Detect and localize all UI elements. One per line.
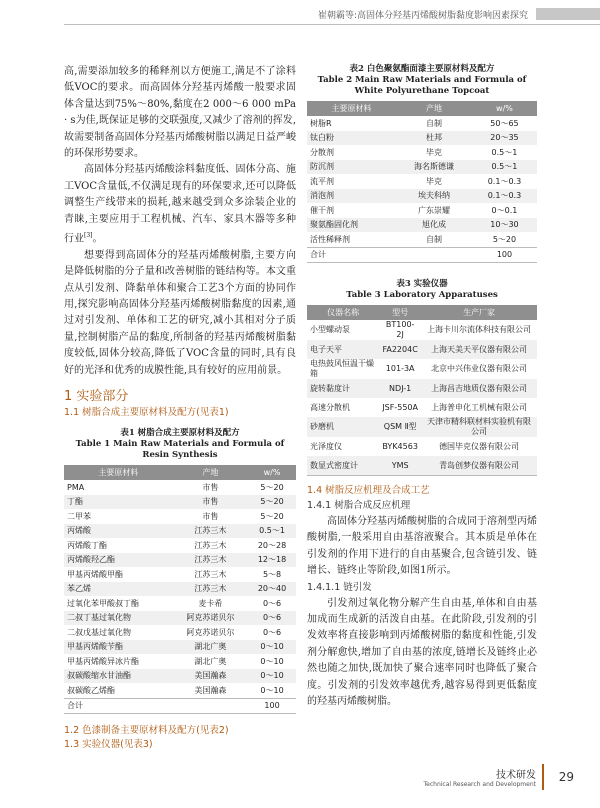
- table1-caption-cn: 表1 树脂合成主要原材料及配方: [120, 428, 240, 439]
- table-cell: [173, 698, 248, 714]
- paragraph-5: 引发剂过氧化物分解产生自由基,单体和自由基加成而生成新的活泼自由基。在此阶段,引发剂的引发效率将直接影响到丙烯酸树脂的黏度和性能,引发剂分解愈快,增加了自由基的浓度,链增长及链终止必然也随之加快,既加快了聚合速率同时也降低了聚合度。引发剂的引发效率越优秀,越容易得到更低黏度的羟基丙烯酸树脂。: [307, 597, 537, 708]
- table-cell: 麦卡希: [198, 598, 223, 608]
- table-total-row: [64, 698, 296, 714]
- table-cell: 0～6: [262, 598, 282, 608]
- table-row: [64, 611, 296, 626]
- table-row: [307, 320, 537, 340]
- table-cell: 合计: [307, 247, 396, 263]
- table-cell: 过氧化苯甲酸叔丁酯: [67, 598, 139, 608]
- subsection-heading-1-4: 1.4 树脂反应机理及合成工艺: [307, 485, 430, 496]
- table-row: [64, 553, 296, 568]
- table-row: [307, 456, 537, 476]
- subsection-heading-1-4-1-1: 1.4.1.1 链引发: [307, 581, 372, 593]
- table-cell: 市售: [202, 511, 219, 521]
- table-cell: 聚氨酯固化剂: [307, 218, 396, 233]
- table-row: [307, 131, 537, 146]
- table-row: [307, 189, 537, 204]
- table-cell: 美国瀚森: [173, 669, 248, 684]
- table-cell: 分散剂: [310, 147, 334, 157]
- column-header: 生产厂家: [421, 305, 537, 320]
- subsection-heading-1-1: 1.1 树脂合成主要原材料及配方(见表1): [64, 407, 229, 419]
- table-row: [64, 596, 296, 611]
- paragraph-1: 高,需要添加较多的稀释剂以方便施工,满足不了涂料低VOC的要求。而高固体分羟基丙烯酸一般要求固体含量达到75%～80%,黏度在2 000～6 000 mPa · s为佳,既保证足够的交联强度,又减少了溶剂的挥发,故需要制备高固体分羟基丙烯酸树脂以满足日益严峻的环保形势要求。: [64, 66, 296, 160]
- table-cell: 20～35: [472, 131, 537, 146]
- table-cell: 二叔丁基过氧化物: [64, 611, 173, 626]
- column-header: 主要原材料: [307, 101, 396, 116]
- table-cell: 上海天美天平仪器有限公司: [421, 340, 537, 359]
- journal-section-en: Technical Research and Development: [423, 781, 536, 788]
- table-cell: 德国毕克仪器有限公司: [439, 441, 520, 451]
- table-cell: 0.1～0.3: [487, 176, 522, 186]
- subsection-heading-1-4-1: 1.4.1 树脂合成反应机理: [307, 500, 411, 511]
- page-number: 29: [558, 770, 574, 784]
- table-cell: 二甲苯: [67, 511, 91, 521]
- table-cell: 100: [472, 247, 537, 263]
- table-cell: 上海卡川尔流体科技有限公司: [427, 325, 532, 334]
- table1-caption: [64, 428, 296, 461]
- table-cell: 天津市精科联材料实验机有限公司: [421, 417, 537, 437]
- table-row: [307, 340, 537, 359]
- column-header: 仪器名称: [307, 305, 379, 320]
- table-cell: 江苏三木: [173, 553, 248, 568]
- table-cell: 上海普申化工机械有限公司: [431, 402, 528, 412]
- subsection-heading-1-2: 1.2 色漆制备主要原材料及配方(见表2): [64, 725, 229, 737]
- table-cell: 二叔戊基过氧化物: [67, 627, 131, 637]
- table-cell: 自制: [425, 118, 442, 128]
- table-cell: 合计: [64, 698, 173, 714]
- header-bar: [536, 8, 600, 20]
- table-cell: 光泽度仪: [310, 441, 342, 451]
- table-row: [64, 640, 296, 655]
- column-header: 产地: [173, 465, 248, 480]
- table-cell: BYK4563: [382, 441, 418, 451]
- table-row: [64, 509, 296, 524]
- table-cell: 0～10: [260, 685, 284, 695]
- table-total-row: [307, 247, 537, 263]
- table-row: [307, 359, 537, 379]
- table-cell: 甲基丙烯酸异冰片酯: [67, 656, 139, 666]
- table-cell: 20～40: [248, 582, 296, 597]
- footer-accent-bar: [542, 764, 544, 790]
- table-row: [307, 116, 537, 131]
- table-row: [64, 524, 296, 539]
- paragraph-3: 想要得到高固体分的羟基丙烯酸树脂,主要方向是降低树脂的分子量和改善树脂的链结构等。本文重点从引发剂、降黏单体和聚合工艺3个方面的协同作用,探究影响高固体分羟基丙烯酸树脂黏度的因素,通过对引发剂、单体和工艺的研究,减小其相对分子质量,控制树脂产品的黏度,所制备的羟基丙烯酸树脂黏度较低,固体分较高,降低了VOC含量的同时,具有良好的光泽和优秀的成膜性能,具有较好的应用前景。: [64, 249, 296, 376]
- table-cell: 0.5～1: [472, 160, 537, 175]
- table-cell: 湖北广奥: [173, 640, 248, 655]
- table-row: [64, 625, 296, 640]
- table-row: [307, 232, 537, 247]
- table-cell: 毕克: [425, 147, 442, 157]
- table-row: [64, 567, 296, 582]
- journal-section-cn: 技术研发: [496, 770, 536, 781]
- table-cell: 叔碳酸缩水甘油酯: [64, 669, 173, 684]
- table-cell: 10～30: [472, 218, 537, 233]
- table-cell: NDJ-1: [379, 379, 421, 398]
- column-header: w/%: [472, 101, 537, 116]
- table-cell: 101-3A: [385, 364, 415, 373]
- table-cell: 0～10: [248, 669, 296, 684]
- column-header: 产地: [396, 101, 472, 116]
- table-cell: [396, 247, 472, 263]
- table-cell: 江苏三木: [173, 582, 248, 597]
- table3-caption: [307, 279, 537, 301]
- table-row: [64, 495, 296, 510]
- table-cell: 0.5～1: [491, 147, 518, 157]
- paragraph-2: 高固体分羟基丙烯酸涂料黏度低、固体分高、施工VOC含量低,不仅满足现有的环保要求,还可以降低调整生产线带来的损耗,越来越受到众多涂装企业的青睐,主要应用于工程机械、汽车、家具木器等多种行业[3]。: [64, 164, 296, 245]
- table-cell: 丙烯酸: [64, 524, 173, 539]
- table-cell: 北京中兴伟业仪器有限公司: [431, 364, 528, 373]
- table-cell: 湖北广奥: [194, 656, 227, 666]
- table-cell: 杜邦: [396, 131, 472, 146]
- table-cell: YMS: [379, 456, 421, 476]
- table-cell: 0～10: [260, 656, 284, 666]
- table-cell: QSM Ⅱ型: [379, 417, 421, 437]
- column-header: 型号: [379, 305, 421, 320]
- column-header: w/%: [248, 465, 296, 480]
- table-cell: 0～10: [248, 640, 296, 655]
- table-cell: 5～20: [492, 234, 517, 244]
- journal-footer: [424, 766, 536, 788]
- table-cell: 叔碳酸乙烯酯: [67, 685, 115, 695]
- table-row: [307, 203, 537, 218]
- table-cell: 青岛创梦仪器有限公司: [421, 456, 537, 476]
- left-column: [64, 64, 296, 752]
- table-row: [307, 174, 537, 189]
- table-cell: 5～8: [262, 569, 282, 579]
- table-cell: 甲基丙烯酸甲酯: [67, 569, 123, 579]
- table-cell: 市售: [202, 482, 219, 492]
- citation-ref: [3]: [84, 232, 93, 240]
- table-cell: 旋转黏度计: [307, 379, 379, 398]
- table-cell: 埃夫科纳: [396, 189, 472, 204]
- table-cell: JSF-550A: [382, 402, 418, 412]
- table2-caption-cn: 表2 白色聚氨酯面漆主要原材料及配方: [349, 64, 495, 74]
- table-cell: 苯乙烯: [64, 582, 173, 597]
- table-cell: 电子天平: [307, 340, 379, 359]
- table-cell: 100: [248, 698, 296, 714]
- table3-caption-cn: 表3 实验仪器: [396, 279, 448, 289]
- table-cell: 消泡剂: [307, 189, 396, 204]
- table2: [307, 101, 537, 263]
- table-cell: 阿克苏诺贝尔: [173, 611, 248, 626]
- table-cell: 海名斯德谦: [396, 160, 472, 175]
- table-row: [307, 398, 537, 417]
- table3: [307, 305, 537, 476]
- table-cell: 江苏三木: [194, 540, 227, 550]
- table-cell: 0.1～0.3: [472, 189, 537, 204]
- table-cell: 毕克: [425, 176, 442, 186]
- table-cell: 钛白粉: [307, 131, 396, 146]
- table-row: [64, 538, 296, 553]
- table-cell: 0～0.1: [491, 205, 518, 215]
- table-row: [307, 417, 537, 437]
- table-row: [307, 379, 537, 398]
- table-row: [307, 218, 537, 233]
- table-cell: BT100-2J: [385, 320, 415, 339]
- table-cell: 树脂R: [310, 118, 332, 128]
- table-cell: 0～6: [248, 611, 296, 626]
- table-cell: 流平剂: [310, 176, 334, 186]
- table-cell: 自制: [425, 234, 442, 244]
- right-column: [307, 64, 537, 710]
- table-cell: 江苏三木: [173, 524, 248, 539]
- table-cell: 0～6: [262, 627, 282, 637]
- subsection-heading-1-3: 1.3 实验仪器(见表3): [64, 739, 153, 751]
- table-row: [64, 669, 296, 684]
- table2-caption-en: Table 2 Main Raw Materials and Formula of White Polyurethane Topcoat: [317, 75, 527, 96]
- table-cell: 砂磨机: [307, 417, 379, 437]
- table-row: [64, 582, 296, 597]
- table-row: [64, 480, 296, 495]
- table-cell: 丙烯酸羟乙酯: [64, 553, 173, 568]
- table-cell: 旭化成: [396, 218, 472, 233]
- table-row: [64, 683, 296, 698]
- table-row: [307, 145, 537, 160]
- table-cell: 电热鼓风恒温干燥箱: [310, 359, 374, 378]
- table-cell: 丁酯: [64, 495, 173, 510]
- table-cell: 12～18: [248, 553, 296, 568]
- table-cell: 防沉剂: [307, 160, 396, 175]
- table1: [64, 465, 296, 714]
- table1-caption-en: Table 1 Main Raw Materials and Formula of Resin Synthesis: [75, 439, 285, 461]
- table-cell: 5～20: [260, 511, 284, 521]
- table-cell: 催干剂: [310, 205, 334, 215]
- table-cell: 5～20: [260, 482, 284, 492]
- table-cell: 小型螺动泵: [310, 325, 350, 334]
- table-cell: 20～28: [257, 540, 287, 550]
- paragraph-4: 高固体分羟基丙烯酸树脂的合成同于溶剂型丙烯酸树脂,一般采用自由基溶液聚合。其本质是单体在引发剂的作用下进行的自由基聚合,包含链引发、链增长、链终止等阶段,如图1所示。: [307, 516, 537, 577]
- table-cell: 甲基丙烯酸苄酯: [64, 640, 173, 655]
- table-row: [64, 654, 296, 669]
- table-cell: 美国瀚森: [194, 685, 227, 695]
- table-cell: PMA: [67, 482, 85, 492]
- section-heading-1: 1 实验部分: [64, 389, 129, 405]
- table-cell: 数显式密度计: [307, 456, 379, 476]
- table2-caption: [307, 64, 537, 97]
- table-cell: 高速分散机: [310, 402, 350, 412]
- table-cell: 广东崇耀: [417, 205, 450, 215]
- table-cell: 活性稀释剂: [310, 234, 350, 244]
- table3-caption-en: Table 3 Laboratory Apparatuses: [346, 290, 498, 300]
- table-row: [307, 160, 537, 175]
- header-rule: [64, 24, 600, 25]
- table-cell: 50～65: [490, 118, 519, 128]
- table-cell: 市售: [173, 495, 248, 510]
- running-header: 崔朝霸等:高固体分羟基丙烯酸树脂黏度影响因素探究: [317, 11, 528, 21]
- table-cell: 上海昌吉地质仪器有限公司: [421, 379, 537, 398]
- table-cell: 阿克苏诺贝尔: [186, 627, 235, 637]
- column-header: 主要原材料: [64, 465, 173, 480]
- table-cell: 5～20: [248, 495, 296, 510]
- table-cell: 0.5～1: [248, 524, 296, 539]
- table-cell: 江苏三木: [194, 569, 227, 579]
- table-cell: FA2204C: [379, 340, 421, 359]
- table-cell: 丙烯酸丁酯: [67, 540, 107, 550]
- table-row: [307, 437, 537, 456]
